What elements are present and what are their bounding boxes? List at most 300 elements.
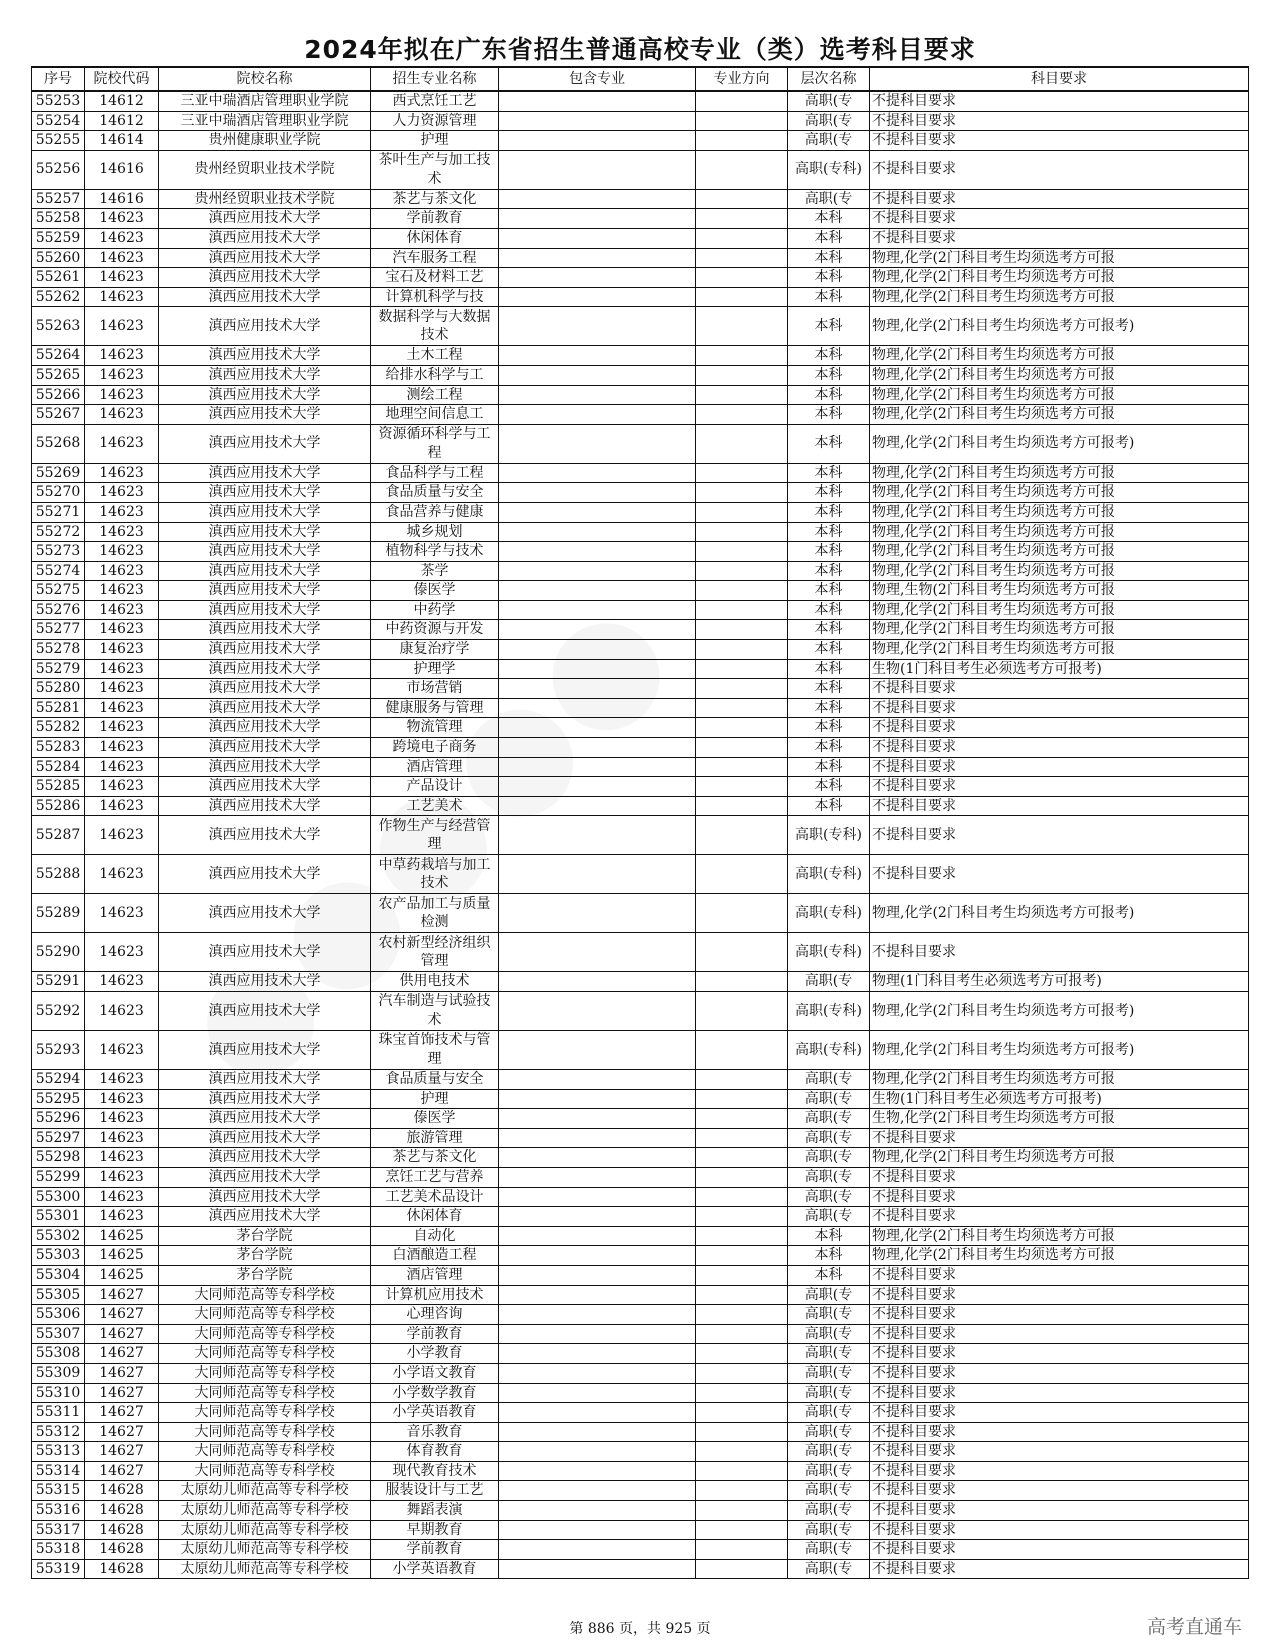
school-code-cell: 14623 (85, 777, 159, 797)
included-major-cell (499, 405, 696, 425)
seq-cell: 55276 (32, 600, 85, 620)
major-name-cell: 食品营养与健康 (371, 502, 499, 522)
table-row (32, 307, 1249, 346)
table-row (32, 561, 1249, 581)
included-major-cell (499, 757, 696, 777)
school-name-cell: 滇西应用技术大学 (159, 816, 371, 855)
level-cell: 本科 (788, 385, 870, 405)
table-row (32, 698, 1249, 718)
major-direction-cell (696, 522, 788, 542)
included-major-cell (499, 1461, 696, 1481)
subject-requirement-cell: 不提科目要求 (870, 757, 1249, 777)
seq-cell: 55253 (32, 91, 85, 111)
school-code-cell: 14623 (85, 933, 159, 972)
school-code-cell: 14628 (85, 1559, 159, 1579)
major-direction-cell (696, 816, 788, 855)
table-row (32, 933, 1249, 972)
major-name-cell: 休闲体育 (371, 1207, 499, 1227)
level-cell: 高职(专 (788, 131, 870, 151)
subject-requirement-cell: 不提科目要求 (870, 1167, 1249, 1187)
school-code-cell: 14612 (85, 91, 159, 111)
seq-cell: 55299 (32, 1167, 85, 1187)
major-direction-cell (696, 365, 788, 385)
subject-requirement-cell: 物理,化学(2门科目考生均须选考方可报 (870, 405, 1249, 425)
seq-cell: 55300 (32, 1187, 85, 1207)
school-name-cell: 滇西应用技术大学 (159, 698, 371, 718)
included-major-cell (499, 307, 696, 346)
table-row (32, 1501, 1249, 1521)
major-name-cell: 酒店管理 (371, 1265, 499, 1285)
major-name-cell: 茶艺与茶文化 (371, 1148, 499, 1168)
seq-cell: 55277 (32, 620, 85, 640)
seq-cell: 55294 (32, 1070, 85, 1090)
school-name-cell: 滇西应用技术大学 (159, 463, 371, 483)
subject-requirement-cell: 物理,化学(2门科目考生均须选考方可报 (870, 483, 1249, 503)
seq-cell: 55256 (32, 150, 85, 189)
included-major-cell (499, 522, 696, 542)
school-name-cell: 滇西应用技术大学 (159, 894, 371, 933)
major-direction-cell (696, 933, 788, 972)
major-name-cell: 供用电技术 (371, 972, 499, 992)
level-cell: 高职(专 (788, 1344, 870, 1364)
major-direction-cell (696, 1226, 788, 1246)
school-code-cell: 14628 (85, 1540, 159, 1560)
level-cell: 本科 (788, 287, 870, 307)
major-direction-cell (696, 346, 788, 366)
subject-requirement-cell: 不提科目要求 (870, 933, 1249, 972)
level-cell: 高职(专科) (788, 150, 870, 189)
subject-requirement-cell: 不提科目要求 (870, 1540, 1249, 1560)
table-row (32, 1383, 1249, 1403)
seq-cell: 55286 (32, 796, 85, 816)
school-name-cell: 滇西应用技术大学 (159, 1148, 371, 1168)
major-name-cell: 烹饪工艺与营养 (371, 1167, 499, 1187)
major-name-cell: 作物生产与经营管理 (371, 816, 499, 855)
level-cell: 高职(专 (788, 1109, 870, 1129)
seq-cell: 55297 (32, 1128, 85, 1148)
seq-cell: 55279 (32, 659, 85, 679)
seq-cell: 55263 (32, 307, 85, 346)
school-name-cell: 滇西应用技术大学 (159, 365, 371, 385)
table-row (32, 483, 1249, 503)
included-major-cell (499, 1305, 696, 1325)
major-name-cell: 护理学 (371, 659, 499, 679)
seq-cell: 55293 (32, 1031, 85, 1070)
major-direction-cell (696, 1344, 788, 1364)
subject-requirement-cell: 物理,化学(2门科目考生均须选考方可报 (870, 1070, 1249, 1090)
level-cell: 高职(专 (788, 1285, 870, 1305)
school-name-cell: 大同师范高等专科学校 (159, 1324, 371, 1344)
major-direction-cell (696, 502, 788, 522)
seq-cell: 55268 (32, 424, 85, 463)
school-code-cell: 14623 (85, 738, 159, 758)
included-major-cell (499, 659, 696, 679)
school-name-cell: 滇西应用技术大学 (159, 346, 371, 366)
seq-cell: 55287 (32, 816, 85, 855)
included-major-cell (499, 1167, 696, 1187)
table-row (32, 1422, 1249, 1442)
school-name-cell: 滇西应用技术大学 (159, 522, 371, 542)
table-row (32, 150, 1249, 189)
table-row (32, 1520, 1249, 1540)
school-code-cell: 14623 (85, 542, 159, 562)
major-name-cell: 市场营销 (371, 679, 499, 699)
subject-requirement-cell: 物理,化学(2门科目考生均须选考方可报考) (870, 992, 1249, 1031)
table-row (32, 738, 1249, 758)
school-code-cell: 14623 (85, 424, 159, 463)
included-major-cell (499, 620, 696, 640)
major-name-cell: 农村新型经济组织管理 (371, 933, 499, 972)
included-major-cell (499, 150, 696, 189)
level-cell: 本科 (788, 659, 870, 679)
seq-cell: 55302 (32, 1226, 85, 1246)
school-name-cell: 滇西应用技术大学 (159, 1167, 371, 1187)
school-name-cell: 贵州经贸职业技术学院 (159, 150, 371, 189)
major-direction-cell (696, 189, 788, 209)
included-major-cell (499, 483, 696, 503)
subject-requirement-cell: 不提科目要求 (870, 91, 1249, 111)
school-name-cell: 大同师范高等专科学校 (159, 1422, 371, 1442)
school-name-cell: 大同师范高等专科学校 (159, 1383, 371, 1403)
school-name-cell: 滇西应用技术大学 (159, 718, 371, 738)
subject-requirement-cell: 物理,化学(2门科目考生均须选考方可报 (870, 561, 1249, 581)
level-cell: 高职(专 (788, 1383, 870, 1403)
school-code-cell: 14623 (85, 992, 159, 1031)
school-code-cell: 14627 (85, 1363, 159, 1383)
level-cell: 高职(专科) (788, 855, 870, 894)
school-code-cell: 14625 (85, 1226, 159, 1246)
major-direction-cell (696, 1207, 788, 1227)
school-code-cell: 14625 (85, 1265, 159, 1285)
subject-requirement-cell: 物理,化学(2门科目考生均须选考方可报 (870, 287, 1249, 307)
level-cell: 本科 (788, 209, 870, 229)
major-direction-cell (696, 659, 788, 679)
level-cell: 高职(专 (788, 1540, 870, 1560)
level-cell: 高职(专 (788, 1167, 870, 1187)
school-name-cell: 贵州经贸职业技术学院 (159, 189, 371, 209)
included-major-cell (499, 1363, 696, 1383)
school-name-cell: 滇西应用技术大学 (159, 483, 371, 503)
school-name-cell: 滇西应用技术大学 (159, 1089, 371, 1109)
subject-requirement-cell: 物理(1门科目考生必须选考方可报考) (870, 972, 1249, 992)
table-row (32, 1324, 1249, 1344)
major-direction-cell (696, 1285, 788, 1305)
school-name-cell: 滇西应用技术大学 (159, 581, 371, 601)
page-footer: 第 886 页，共 925 页 (569, 1621, 711, 1637)
seq-cell: 55304 (32, 1265, 85, 1285)
major-name-cell: 食品质量与安全 (371, 483, 499, 503)
school-name-cell: 大同师范高等专科学校 (159, 1305, 371, 1325)
seq-cell: 55295 (32, 1089, 85, 1109)
major-direction-cell (696, 1128, 788, 1148)
seq-cell: 55289 (32, 894, 85, 933)
school-code-cell: 14623 (85, 1070, 159, 1090)
school-name-cell: 贵州健康职业学院 (159, 131, 371, 151)
table-row (32, 757, 1249, 777)
major-name-cell: 食品质量与安全 (371, 1070, 499, 1090)
subject-requirement-cell: 物理,化学(2门科目考生均须选考方可报 (870, 640, 1249, 660)
school-name-cell: 滇西应用技术大学 (159, 1128, 371, 1148)
school-name-cell: 滇西应用技术大学 (159, 640, 371, 660)
major-direction-cell (696, 1305, 788, 1325)
major-direction-cell (696, 1559, 788, 1579)
level-cell: 本科 (788, 738, 870, 758)
included-major-cell (499, 1265, 696, 1285)
school-code-cell: 14623 (85, 855, 159, 894)
included-major-cell (499, 1324, 696, 1344)
school-code-cell: 14623 (85, 463, 159, 483)
included-major-cell (499, 1520, 696, 1540)
seq-cell: 55283 (32, 738, 85, 758)
subject-requirement-cell: 不提科目要求 (870, 111, 1249, 131)
subject-requirement-cell: 物理,生物(2门科目考生均须选考方可报 (870, 581, 1249, 601)
major-name-cell: 学前教育 (371, 209, 499, 229)
seq-cell: 55260 (32, 248, 85, 268)
school-code-cell: 14623 (85, 1148, 159, 1168)
included-major-cell (499, 1442, 696, 1462)
school-code-cell: 14623 (85, 365, 159, 385)
table-row (32, 1031, 1249, 1070)
seq-cell: 55306 (32, 1305, 85, 1325)
major-name-cell: 茶艺与茶文化 (371, 189, 499, 209)
subject-requirement-cell: 不提科目要求 (870, 1559, 1249, 1579)
major-direction-cell (696, 796, 788, 816)
subject-requirement-cell: 物理,化学(2门科目考生均须选考方可报 (870, 542, 1249, 562)
included-major-cell (499, 816, 696, 855)
header-cell: 招生专业名称 (371, 67, 499, 91)
subject-requirement-cell: 不提科目要求 (870, 1344, 1249, 1364)
school-code-cell: 14623 (85, 620, 159, 640)
school-code-cell: 14628 (85, 1481, 159, 1501)
seq-cell: 55315 (32, 1481, 85, 1501)
seq-cell: 55305 (32, 1285, 85, 1305)
school-code-cell: 14623 (85, 502, 159, 522)
school-code-cell: 14623 (85, 1207, 159, 1227)
major-direction-cell (696, 268, 788, 288)
table-row (32, 1481, 1249, 1501)
included-major-cell (499, 1031, 696, 1070)
included-major-cell (499, 1128, 696, 1148)
school-name-cell: 滇西应用技术大学 (159, 738, 371, 758)
seq-cell: 55259 (32, 228, 85, 248)
header-cell: 科目要求 (870, 67, 1249, 91)
header-cell: 序号 (32, 67, 85, 91)
included-major-cell (499, 855, 696, 894)
subject-requirement-cell: 物理,化学(2门科目考生均须选考方可报考) (870, 307, 1249, 346)
seq-cell: 55257 (32, 189, 85, 209)
school-name-cell: 茅台学院 (159, 1226, 371, 1246)
included-major-cell (499, 738, 696, 758)
included-major-cell (499, 1481, 696, 1501)
table-row (32, 796, 1249, 816)
major-direction-cell (696, 1461, 788, 1481)
seq-cell: 55303 (32, 1246, 85, 1266)
level-cell: 高职(专 (788, 1481, 870, 1501)
table-body (32, 91, 1249, 1579)
school-name-cell: 滇西应用技术大学 (159, 777, 371, 797)
subject-requirement-cell: 生物,化学(2门科目考生均须选考方可报 (870, 1109, 1249, 1129)
level-cell: 高职(专 (788, 1324, 870, 1344)
level-cell: 本科 (788, 757, 870, 777)
major-name-cell: 旅游管理 (371, 1128, 499, 1148)
subject-requirement-cell: 不提科目要求 (870, 1403, 1249, 1423)
school-name-cell: 三亚中瑞酒店管理职业学院 (159, 91, 371, 111)
school-code-cell: 14614 (85, 131, 159, 151)
subject-requirement-cell: 不提科目要求 (870, 1285, 1249, 1305)
school-code-cell: 14623 (85, 483, 159, 503)
school-code-cell: 14623 (85, 679, 159, 699)
major-name-cell: 土木工程 (371, 346, 499, 366)
major-direction-cell (696, 757, 788, 777)
included-major-cell (499, 992, 696, 1031)
table-row (32, 718, 1249, 738)
level-cell: 本科 (788, 640, 870, 660)
table-row (32, 228, 1249, 248)
major-name-cell: 跨境电子商务 (371, 738, 499, 758)
table-header-row (32, 67, 1249, 91)
school-code-cell: 14627 (85, 1422, 159, 1442)
seq-cell: 55318 (32, 1540, 85, 1560)
major-name-cell: 资源循环科学与工程 (371, 424, 499, 463)
level-cell: 高职(专科) (788, 816, 870, 855)
major-name-cell: 现代教育技术 (371, 1461, 499, 1481)
included-major-cell (499, 287, 696, 307)
table-row (32, 1442, 1249, 1462)
major-name-cell: 人力资源管理 (371, 111, 499, 131)
major-name-cell: 中药资源与开发 (371, 620, 499, 640)
seq-cell: 55255 (32, 131, 85, 151)
level-cell: 本科 (788, 796, 870, 816)
level-cell: 高职(专科) (788, 933, 870, 972)
table-row (32, 91, 1249, 111)
major-direction-cell (696, 600, 788, 620)
school-code-cell: 14623 (85, 405, 159, 425)
school-code-cell: 14623 (85, 640, 159, 660)
subject-requirement-cell: 不提科目要求 (870, 1363, 1249, 1383)
major-name-cell: 小学语文教育 (371, 1363, 499, 1383)
subject-requirement-cell: 不提科目要求 (870, 209, 1249, 229)
major-direction-cell (696, 1109, 788, 1129)
level-cell: 高职(专 (788, 1520, 870, 1540)
seq-cell: 55254 (32, 111, 85, 131)
major-direction-cell (696, 1403, 788, 1423)
table-row (32, 1187, 1249, 1207)
seq-cell: 55296 (32, 1109, 85, 1129)
school-code-cell: 14616 (85, 189, 159, 209)
school-name-cell: 滇西应用技术大学 (159, 248, 371, 268)
seq-cell: 55271 (32, 502, 85, 522)
table-row (32, 855, 1249, 894)
school-name-cell: 茅台学院 (159, 1246, 371, 1266)
level-cell: 本科 (788, 502, 870, 522)
major-name-cell: 工艺美术 (371, 796, 499, 816)
level-cell: 高职(专科) (788, 1031, 870, 1070)
header-cell: 专业方向 (696, 67, 788, 91)
header-cell: 包含专业 (499, 67, 696, 91)
major-direction-cell (696, 561, 788, 581)
table-row (32, 1403, 1249, 1423)
school-name-cell: 三亚中瑞酒店管理职业学院 (159, 111, 371, 131)
table-row (32, 600, 1249, 620)
school-code-cell: 14623 (85, 561, 159, 581)
major-direction-cell (696, 620, 788, 640)
seq-cell: 55285 (32, 777, 85, 797)
level-cell: 高职(专 (788, 1422, 870, 1442)
school-code-cell: 14627 (85, 1442, 159, 1462)
school-code-cell: 14623 (85, 268, 159, 288)
level-cell: 本科 (788, 248, 870, 268)
included-major-cell (499, 972, 696, 992)
table-row (32, 816, 1249, 855)
included-major-cell (499, 718, 696, 738)
table-row (32, 1089, 1249, 1109)
included-major-cell (499, 1383, 696, 1403)
school-code-cell: 14623 (85, 600, 159, 620)
major-name-cell: 西式烹饪工艺 (371, 91, 499, 111)
school-name-cell: 滇西应用技术大学 (159, 424, 371, 463)
subject-requirement-cell: 物理,化学(2门科目考生均须选考方可报 (870, 385, 1249, 405)
level-cell: 本科 (788, 424, 870, 463)
subject-requirement-cell: 物理,化学(2门科目考生均须选考方可报考) (870, 1031, 1249, 1070)
major-name-cell: 康复治疗学 (371, 640, 499, 660)
major-name-cell: 地理空间信息工 (371, 405, 499, 425)
included-major-cell (499, 365, 696, 385)
subject-requirement-cell: 不提科目要求 (870, 816, 1249, 855)
subject-requirement-cell: 不提科目要求 (870, 1442, 1249, 1462)
major-direction-cell (696, 385, 788, 405)
seq-cell: 55274 (32, 561, 85, 581)
table-row (32, 659, 1249, 679)
seq-cell: 55308 (32, 1344, 85, 1364)
seq-cell: 55288 (32, 855, 85, 894)
major-name-cell: 自动化 (371, 1226, 499, 1246)
school-name-cell: 滇西应用技术大学 (159, 385, 371, 405)
seq-cell: 55309 (32, 1363, 85, 1383)
major-name-cell: 小学英语教育 (371, 1559, 499, 1579)
major-name-cell: 小学教育 (371, 1344, 499, 1364)
major-direction-cell (696, 1265, 788, 1285)
major-direction-cell (696, 228, 788, 248)
subject-requirement-cell: 物理,化学(2门科目考生均须选考方可报考) (870, 894, 1249, 933)
major-direction-cell (696, 698, 788, 718)
seq-cell: 55270 (32, 483, 85, 503)
included-major-cell (499, 346, 696, 366)
major-direction-cell (696, 307, 788, 346)
major-name-cell: 茶叶生产与加工技术 (371, 150, 499, 189)
included-major-cell (499, 1246, 696, 1266)
table-row (32, 131, 1249, 151)
seq-cell: 55281 (32, 698, 85, 718)
school-name-cell: 滇西应用技术大学 (159, 992, 371, 1031)
table-row (32, 1128, 1249, 1148)
level-cell: 高职(专 (788, 1187, 870, 1207)
school-name-cell: 滇西应用技术大学 (159, 757, 371, 777)
table-row (32, 405, 1249, 425)
included-major-cell (499, 1501, 696, 1521)
subject-requirement-cell: 不提科目要求 (870, 1520, 1249, 1540)
table-row (32, 424, 1249, 463)
school-name-cell: 滇西应用技术大学 (159, 1070, 371, 1090)
table-row (32, 1148, 1249, 1168)
table-row (32, 1167, 1249, 1187)
major-direction-cell (696, 405, 788, 425)
major-direction-cell (696, 1089, 788, 1109)
seq-cell: 55262 (32, 287, 85, 307)
school-name-cell: 滇西应用技术大学 (159, 228, 371, 248)
level-cell: 高职(专 (788, 1403, 870, 1423)
school-code-cell: 14623 (85, 718, 159, 738)
subject-requirement-cell: 不提科目要求 (870, 189, 1249, 209)
